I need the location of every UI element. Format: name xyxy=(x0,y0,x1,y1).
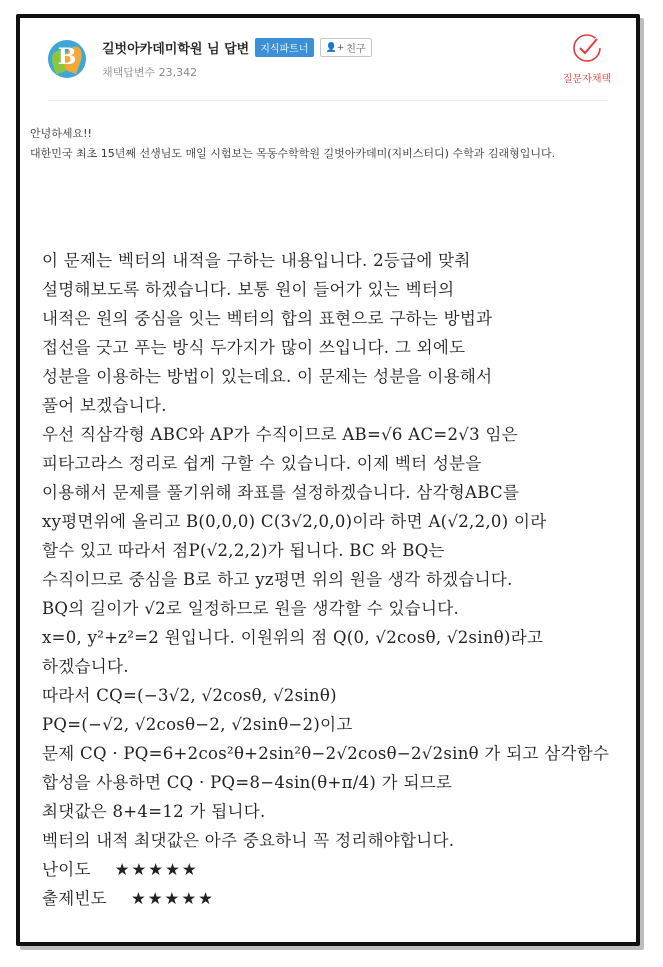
questioner-selected-badge xyxy=(552,32,622,85)
add-person-icon: 👤+ xyxy=(325,42,345,53)
body-line: 이용해서 문제를 풀기위해 좌표를 설정하겠습니다. 삼각형ABC를 xyxy=(42,483,520,502)
difficulty-stars: ★★★★★ xyxy=(114,860,199,879)
body-line: 이 문제는 벡터의 내적을 구하는 내용입니다. 2등급에 맞춰 xyxy=(42,251,471,270)
body-line: 최댓값은 8+4=12 가 됩니다. xyxy=(42,802,266,821)
add-friend-button[interactable] xyxy=(320,38,372,57)
answer-body xyxy=(42,246,610,913)
selected-answer-count: 채택답변수 23,342 xyxy=(102,66,198,79)
body-line: 설명해보도록 하겠습니다. 보통 원이 들어가 있는 벡터의 xyxy=(42,280,455,299)
body-line: x=0, y²+z²=2 원입니다. 이원위의 점 Q(0, √2cosθ, √2sinθ)라고 xyxy=(42,628,544,647)
greeting-line-1: 안녕하세요!! xyxy=(30,127,92,140)
body-line: PQ=(−√2, √2cosθ−2, √2sinθ−2)이고 xyxy=(42,715,353,734)
difficulty-label: 난이도 xyxy=(42,860,91,879)
body-line: 하겠습니다. xyxy=(42,657,129,676)
body-line: 수직이므로 중심을 B로 하고 yz평면 위의 원을 생각 하겠습니다. xyxy=(42,570,513,589)
author-name[interactable]: 길벗아카데미학원 님 답변 xyxy=(102,42,250,57)
questioner-selected-label: 질문자채택 xyxy=(562,74,612,85)
body-line: 성분을 이용하는 방법이 있는데요. 이 문제는 성분을 이용해서 xyxy=(42,367,493,386)
body-line: 우선 직삼각형 ABC와 AP가 수직이므로 AB=√6 AC=2√3 임은 xyxy=(42,425,518,444)
body-line: 합성을 사용하면 CQ · PQ=8−4sin(θ+π/4) 가 되므로 xyxy=(42,773,453,792)
body-line: 문제 CQ · PQ=6+2cos²θ+2sin²θ−2√2cosθ−2√2sinθ 가 되고 삼각함수 xyxy=(42,744,610,763)
greeting-line-2: 대한민국 최초 15년째 선생님도 매일 시험보는 목동수학학원 길벗아카데미(지비스터디) 수학과 김래형입니다. xyxy=(30,147,556,160)
body-line: 내적은 원의 중심을 잇는 벡터의 합의 표현으로 구하는 방법과 xyxy=(42,309,493,328)
body-line: 접선을 긋고 푸는 방식 두가지가 많이 쓰입니다. 그 외에도 xyxy=(42,338,466,357)
header-divider xyxy=(48,100,608,101)
body-line: 피타고라스 정리로 쉽게 구할 수 있습니다. 이제 벡터 성분을 xyxy=(42,454,482,473)
body-line: BQ의 길이가 √2로 일정하므로 원을 생각할 수 있습니다. xyxy=(42,599,460,618)
partner-badge: 지식파트너 xyxy=(255,38,313,57)
academy-logo[interactable]: B xyxy=(48,40,86,78)
body-line: 따라서 CQ=(−3√2, √2cosθ, √2sinθ) xyxy=(42,686,337,705)
frequency-stars: ★★★★★ xyxy=(130,889,215,908)
body-line: 벡터의 내적 최댓값은 아주 중요하니 꼭 정리해야합니다. xyxy=(42,831,455,850)
body-line: 풀어 보겠습니다. xyxy=(42,396,167,415)
frequency-row xyxy=(42,884,602,913)
answer-header xyxy=(20,18,636,98)
difficulty-row xyxy=(42,855,602,884)
body-line: xy평면위에 올리고 B(0,0,0) C(3√2,0,0)이라 하면 A(√2,2,0) 이라 xyxy=(42,512,547,531)
friend-label: 친구 xyxy=(346,44,366,55)
greeting-text xyxy=(30,124,555,164)
body-line: 할수 있고 따라서 점P(√2,2,2)가 됩니다. BC 와 BQ는 xyxy=(42,541,445,560)
frequency-label: 출제빈도 xyxy=(42,889,107,908)
check-circle-icon xyxy=(571,32,603,64)
